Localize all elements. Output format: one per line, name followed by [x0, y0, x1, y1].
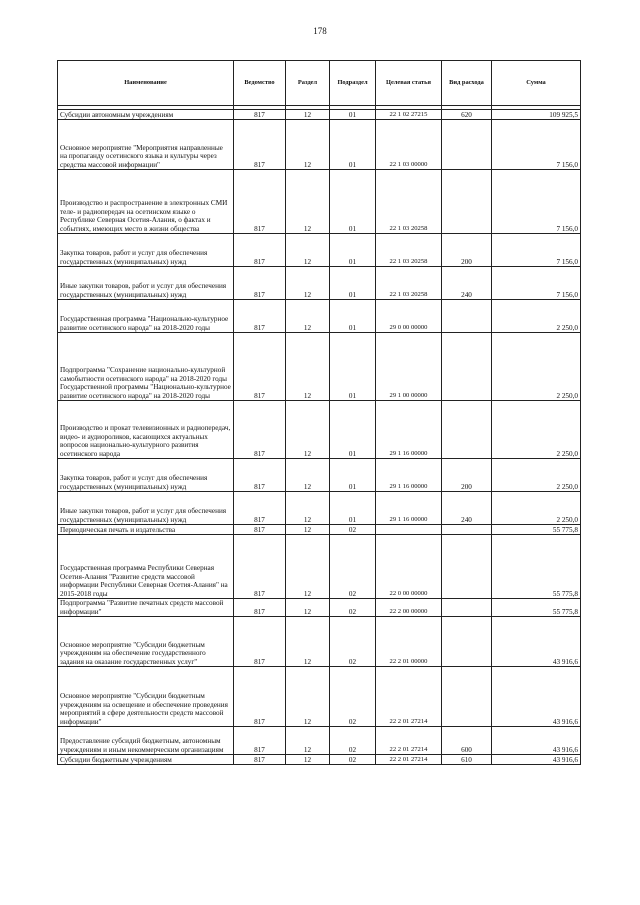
header-summa: Сумма: [492, 61, 581, 106]
cell-razdel: 12: [286, 525, 330, 535]
cell-razdel: 12: [286, 617, 330, 667]
table-row: [58, 234, 581, 267]
cell-celevaya-statya: 22 1 03 20258: [376, 267, 442, 300]
cell-podrazdel: 01: [330, 492, 376, 525]
cell-vedomstvo: 817: [234, 755, 286, 765]
cell-name: Государственная программа Республики Северная Осетия-Алания "Развитие средств массовой информации Республики Северная Осетия-Алания" на 2015-2018 годы: [58, 535, 234, 599]
cell-summa: 43 916,6: [492, 727, 581, 755]
cell-summa: 2 250,0: [492, 333, 581, 401]
cell-vedomstvo: 817: [234, 535, 286, 599]
cell-name: Субсидии бюджетным учреждениям: [58, 755, 234, 765]
cell-celevaya-statya: 22 2 01 27214: [376, 755, 442, 765]
cell-summa: 2 250,0: [492, 459, 581, 492]
header-razdel: Раздел: [286, 61, 330, 106]
cell-summa: 109 925,5: [492, 110, 581, 120]
cell-celevaya-statya: 22 2 01 27214: [376, 727, 442, 755]
cell-razdel: 12: [286, 492, 330, 525]
cell-summa: 2 250,0: [492, 492, 581, 525]
table-row: [58, 267, 581, 300]
cell-summa: 7 156,0: [492, 170, 581, 234]
cell-vid-raskhoda: 600: [442, 727, 492, 755]
table-row: [58, 535, 581, 599]
cell-vedomstvo: 817: [234, 401, 286, 459]
cell-vedomstvo: 817: [234, 110, 286, 120]
cell-vid-raskhoda: 610: [442, 755, 492, 765]
header-podrazdel: Подраздел: [330, 61, 376, 106]
cell-celevaya-statya: 22 1 03 00000: [376, 120, 442, 170]
table-row: [58, 120, 581, 170]
cell-vedomstvo: 817: [234, 727, 286, 755]
cell-vid-raskhoda: [442, 333, 492, 401]
cell-name: Основное мероприятие "Субсидии бюджетным учреждениям на обеспечение государственного задания на оказание государственных услуг": [58, 617, 234, 667]
cell-celevaya-statya: 22 0 00 00000: [376, 535, 442, 599]
cell-razdel: 12: [286, 170, 330, 234]
cell-name: Подпрограмма "Сохранение национально-культурной самобытности осетинского народа" на 2018-2020 годы Государственной программы "Национально-культурное развитие осетинского народа" на 2018-2020 годы: [58, 333, 234, 401]
table-row: [58, 727, 581, 755]
cell-vid-raskhoda: 620: [442, 110, 492, 120]
cell-vid-raskhoda: [442, 300, 492, 333]
table-row: [58, 170, 581, 234]
cell-vedomstvo: 817: [234, 599, 286, 617]
cell-podrazdel: 02: [330, 599, 376, 617]
table-row: [58, 300, 581, 333]
cell-razdel: 12: [286, 727, 330, 755]
cell-name: Закупка товаров, работ и услуг для обеспечения государственных (муниципальных) нужд: [58, 234, 234, 267]
cell-razdel: 12: [286, 267, 330, 300]
cell-podrazdel: 01: [330, 333, 376, 401]
cell-vid-raskhoda: [442, 667, 492, 727]
cell-podrazdel: 02: [330, 667, 376, 727]
cell-vedomstvo: 817: [234, 333, 286, 401]
cell-name: Производство и распространение в электронных СМИ теле- и радиопередач на осетинском языке о Республике Северная Осетия-Алания, о фактах и событиях, имеющих место в жизни общества: [58, 170, 234, 234]
cell-razdel: 12: [286, 110, 330, 120]
cell-vid-raskhoda: [442, 401, 492, 459]
cell-vid-raskhoda: [442, 617, 492, 667]
table-row: [58, 401, 581, 459]
cell-vid-raskhoda: 200: [442, 234, 492, 267]
cell-podrazdel: 01: [330, 401, 376, 459]
cell-podrazdel: 02: [330, 535, 376, 599]
header-celevaya-statya: Целевая статья: [376, 61, 442, 106]
cell-vid-raskhoda: [442, 525, 492, 535]
cell-razdel: 12: [286, 535, 330, 599]
table-row: [58, 333, 581, 401]
cell-podrazdel: 01: [330, 120, 376, 170]
cell-celevaya-statya: 22 2 00 00000: [376, 599, 442, 617]
cell-celevaya-statya: [376, 525, 442, 535]
cell-razdel: 12: [286, 333, 330, 401]
cell-summa: 55 775,8: [492, 535, 581, 599]
cell-vedomstvo: 817: [234, 300, 286, 333]
cell-celevaya-statya: 29 0 00 00000: [376, 300, 442, 333]
cell-summa: 2 250,0: [492, 300, 581, 333]
cell-name: Основное мероприятие "Субсидии бюджетным учреждениям на освещение и обеспечение проведения мероприятий в сфере деятельности средств массовой информации": [58, 667, 234, 727]
cell-summa: 55 775,8: [492, 525, 581, 535]
cell-name: Закупка товаров, работ и услуг для обеспечения государственных (муниципальных) нужд: [58, 459, 234, 492]
cell-vedomstvo: 817: [234, 617, 286, 667]
cell-vid-raskhoda: [442, 120, 492, 170]
cell-celevaya-statya: 29 1 16 00000: [376, 401, 442, 459]
cell-vedomstvo: 817: [234, 525, 286, 535]
cell-celevaya-statya: 22 1 02 27215: [376, 110, 442, 120]
cell-summa: 43 916,6: [492, 667, 581, 727]
cell-summa: 7 156,0: [492, 120, 581, 170]
cell-razdel: 12: [286, 300, 330, 333]
cell-celevaya-statya: 29 1 16 00000: [376, 492, 442, 525]
cell-name: Иные закупки товаров, работ и услуг для обеспечения государственных (муниципальных) нужд: [58, 267, 234, 300]
cell-podrazdel: 02: [330, 525, 376, 535]
cell-vedomstvo: 817: [234, 120, 286, 170]
cell-summa: 55 775,8: [492, 599, 581, 617]
cell-summa: 7 156,0: [492, 267, 581, 300]
cell-celevaya-statya: 22 1 03 20258: [376, 170, 442, 234]
cell-name: Государственная программа "Национально-культурное развитие осетинского народа" на 2018-2020 годы: [58, 300, 234, 333]
header-vid-raskhoda: Вид расхода: [442, 61, 492, 106]
cell-podrazdel: 02: [330, 727, 376, 755]
table-row: [58, 617, 581, 667]
cell-name: Подпрограмма "Развитие печатных средств массовой информации": [58, 599, 234, 617]
table-row: [58, 599, 581, 617]
cell-razdel: 12: [286, 755, 330, 765]
cell-podrazdel: 02: [330, 617, 376, 667]
cell-podrazdel: 01: [330, 110, 376, 120]
cell-vedomstvo: 817: [234, 170, 286, 234]
cell-name: Предоставление субсидий бюджетным, автономным учреждениям и иным некоммерческим организациям: [58, 727, 234, 755]
cell-name: Производство и прокат телевизионных и радиопередач, видео- и аудиороликов, касающихся актуальных вопросов национально-культурного развития осетинского народа: [58, 401, 234, 459]
cell-razdel: 12: [286, 459, 330, 492]
cell-name: Субсидии автономным учреждениям: [58, 110, 234, 120]
cell-podrazdel: 01: [330, 300, 376, 333]
cell-podrazdel: 01: [330, 267, 376, 300]
cell-podrazdel: 02: [330, 755, 376, 765]
table-row: [58, 492, 581, 525]
cell-razdel: 12: [286, 667, 330, 727]
cell-celevaya-statya: 22 1 03 20258: [376, 234, 442, 267]
cell-celevaya-statya: 29 1 16 00000: [376, 459, 442, 492]
cell-razdel: 12: [286, 401, 330, 459]
table-row: [58, 525, 581, 535]
cell-summa: 43 916,6: [492, 755, 581, 765]
cell-vid-raskhoda: 240: [442, 492, 492, 525]
table-row: [58, 755, 581, 765]
header-vedomstvo: Ведомство: [234, 61, 286, 106]
cell-podrazdel: 01: [330, 170, 376, 234]
table-row: [58, 110, 581, 120]
cell-vedomstvo: 817: [234, 492, 286, 525]
cell-summa: 43 916,6: [492, 617, 581, 667]
table-body: [58, 110, 581, 765]
cell-podrazdel: 01: [330, 234, 376, 267]
cell-celevaya-statya: 22 2 01 27214: [376, 667, 442, 727]
page-number: 178: [313, 26, 327, 36]
table-row: [58, 667, 581, 727]
cell-summa: 2 250,0: [492, 401, 581, 459]
cell-name: Периодическая печать и издательства: [58, 525, 234, 535]
cell-vedomstvo: 817: [234, 459, 286, 492]
cell-razdel: 12: [286, 599, 330, 617]
cell-summa: 7 156,0: [492, 234, 581, 267]
cell-vid-raskhoda: 240: [442, 267, 492, 300]
header-name: Наименование: [58, 61, 234, 106]
budget-table: [57, 60, 581, 765]
cell-name: Основное мероприятие "Мероприятия направленные на пропаганду осетинского языка и культуры через средства массовой информации": [58, 120, 234, 170]
cell-razdel: 12: [286, 120, 330, 170]
cell-celevaya-statya: 22 2 01 00000: [376, 617, 442, 667]
cell-vid-raskhoda: [442, 599, 492, 617]
cell-name: Иные закупки товаров, работ и услуг для обеспечения государственных (муниципальных) нужд: [58, 492, 234, 525]
cell-vid-raskhoda: [442, 170, 492, 234]
cell-vedomstvo: 817: [234, 234, 286, 267]
header-row: [58, 61, 581, 106]
cell-celevaya-statya: 29 1 00 00000: [376, 333, 442, 401]
cell-razdel: 12: [286, 234, 330, 267]
cell-vid-raskhoda: 200: [442, 459, 492, 492]
cell-vedomstvo: 817: [234, 667, 286, 727]
cell-vedomstvo: 817: [234, 267, 286, 300]
table-row: [58, 459, 581, 492]
cell-vid-raskhoda: [442, 535, 492, 599]
cell-podrazdel: 01: [330, 459, 376, 492]
